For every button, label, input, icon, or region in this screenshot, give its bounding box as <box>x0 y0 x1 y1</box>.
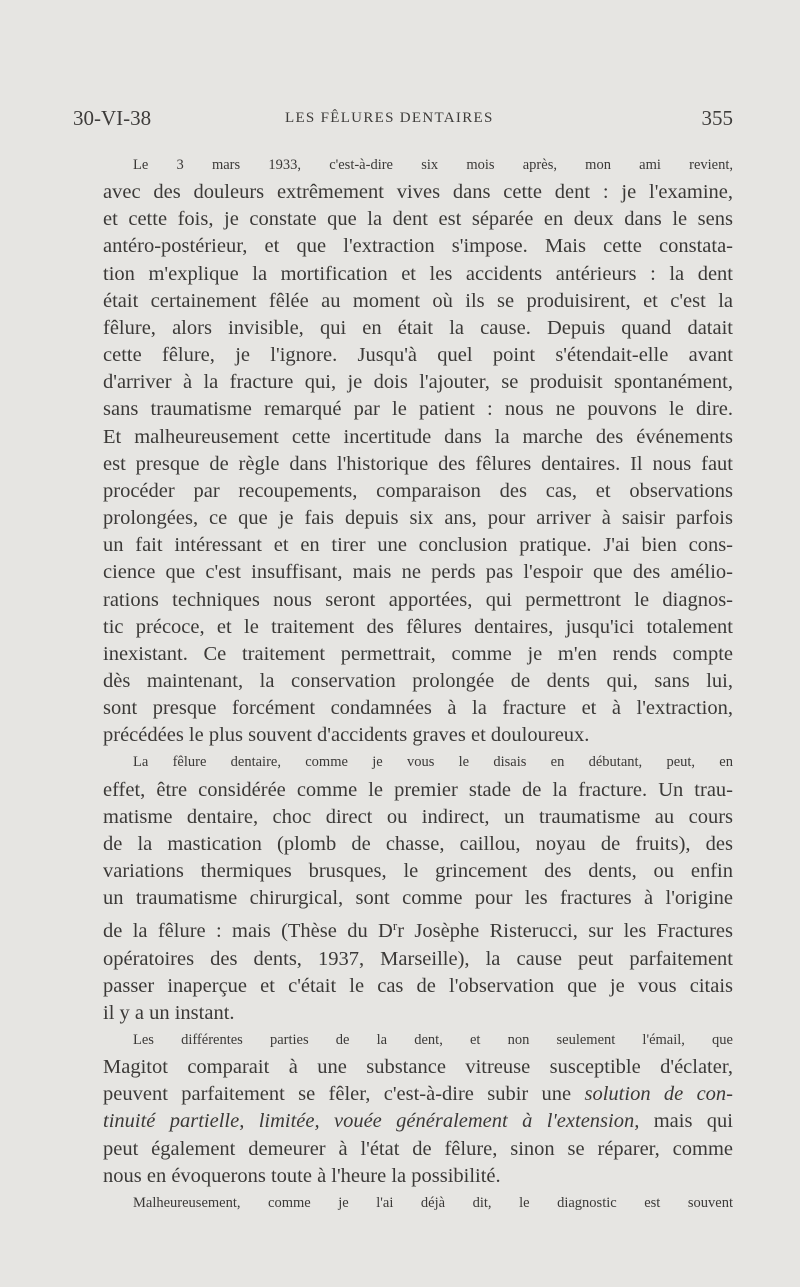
text-line: Le 3 mars 1933, c'est-à-dire six mois après, mon ami revient, <box>133 157 733 173</box>
text-line: matisme dentaire, choc direct ou indirect, un traumatisme au cours <box>103 805 733 828</box>
text-line: avec des douleurs extrêmement vives dans cette dent : je l'examine, <box>103 181 733 204</box>
text-line: prolongées, ce que je fais depuis six ans, pour arriver à saisir parfois <box>103 507 733 530</box>
text-line: cience que c'est insuffisant, mais ne perds pas l'espoir que des amélio- <box>103 561 733 584</box>
text-line: Les différentes parties de la dent, et non seulement l'émail, que <box>133 1032 733 1048</box>
text-segment: peuvent parfaitement se fêler, c'est-à-dire subir une <box>103 1083 585 1106</box>
text-line <box>73 912 733 945</box>
paragraph-4 <box>73 1190 733 1217</box>
page-number: 355 <box>701 106 733 130</box>
text-line <box>73 1108 733 1135</box>
text-line: fêlure, alors invisible, qui en était la cause. Depuis quand datait <box>103 316 733 339</box>
text-line: antéro-postérieur, et que l'extraction s'impose. Mais cette constata- <box>103 235 733 258</box>
text-line <box>73 1081 733 1108</box>
paragraph-3 <box>73 1027 733 1190</box>
text-line: variations thermiques brusques, le grincement des dents, ou enfin <box>103 860 733 883</box>
text-line: procéder par recoupements, comparaison des cas, et observations <box>103 479 733 502</box>
text-segment: r Josèphe Risterucci, sur les Fractures <box>397 920 733 943</box>
text-line: est presque de règle dans l'historique des fêlures dentaires. Il nous faut <box>103 452 733 475</box>
text-line: Magitot comparait à une substance vitreuse susceptible d'éclater, <box>103 1056 733 1079</box>
text-line: La fêlure dentaire, comme je vous le disais en débutant, peut, en <box>133 754 733 771</box>
text-segment: de la fêlure : mais (Thèse du D <box>103 920 393 943</box>
text-line: de la mastication (plomb de chasse, caillou, noyau de fruits), des <box>103 832 733 855</box>
text-line: il y a un instant. <box>103 1001 235 1024</box>
text-line: dès maintenant, la conservation prolongée de dents qui, sans lui, <box>103 669 733 692</box>
text-line: d'arriver à la fracture qui, je dois l'ajouter, se produisit spontanément, <box>103 371 733 394</box>
text-line: peut également demeurer à l'état de fêlure, sinon se réparer, comme <box>103 1137 733 1160</box>
text-segment: mais qui <box>639 1110 733 1133</box>
text-line: Et malheureusement cette incertitude dans la marche des événements <box>103 425 733 448</box>
text-line: précédées le plus souvent d'accidents graves et douloureux. <box>103 724 590 747</box>
text-line: cette fêlure, je l'ignore. Jusqu'à quel point s'étendait-elle avant <box>103 344 733 367</box>
italic-segment: solution de con- <box>584 1083 733 1106</box>
header-date: 30-VI-38 <box>73 106 152 130</box>
text-line: sont presque forcément condamnées à la fracture et à l'extraction, <box>103 697 733 720</box>
text-line: Malheureusement, comme je l'ai déjà dit, le diagnostic est souvent <box>133 1194 733 1211</box>
text-line: passer inaperçue et c'était le cas de l'observation que je vous citais <box>103 974 733 997</box>
text-line: un fait intéressant et en tirer une conclusion pratique. J'ai bien cons- <box>103 534 733 557</box>
text-line: tion m'explique la mortification et les accidents antérieurs : la dent <box>103 262 733 285</box>
text-line: nous en évoquerons toute à l'heure la possibilité. <box>103 1164 501 1187</box>
paragraph-1 <box>73 152 733 749</box>
paragraph-2 <box>73 749 733 1027</box>
running-header <box>73 106 733 136</box>
body-text <box>73 152 733 1217</box>
text-line: tic précoce, et le traitement des fêlures dentaires, jusqu'ici totalement <box>103 615 733 638</box>
text-line: sans traumatisme remarqué par le patient : nous ne pouvons le dire. <box>103 398 733 421</box>
text-line: et cette fois, je constate que la dent est séparée en deux dans le sens <box>103 208 733 231</box>
text-line: rations techniques nous seront apportées, qui permettront le diagnos- <box>103 588 733 611</box>
text-line: opératoires des dents, 1937, Marseille), la cause peut parfaitement <box>103 947 733 970</box>
text-line: inexistant. Ce traitement permettrait, comme je m'en rends compte <box>103 642 733 665</box>
text-line: effet, être considérée comme le premier stade de la fracture. Un trau- <box>103 778 733 801</box>
text-line: était certainement fêlée au moment où ils se produisirent, et c'est la <box>103 289 733 312</box>
superscript: r <box>392 918 398 934</box>
header-title: LES FÊLURES DENTAIRES <box>285 110 494 126</box>
text-line: un traumatisme chirurgical, sont comme pour les fractures à l'origine <box>103 887 733 910</box>
italic-segment: tinuité partielle, limitée, vouée généralement à l'extension, <box>103 1110 640 1133</box>
